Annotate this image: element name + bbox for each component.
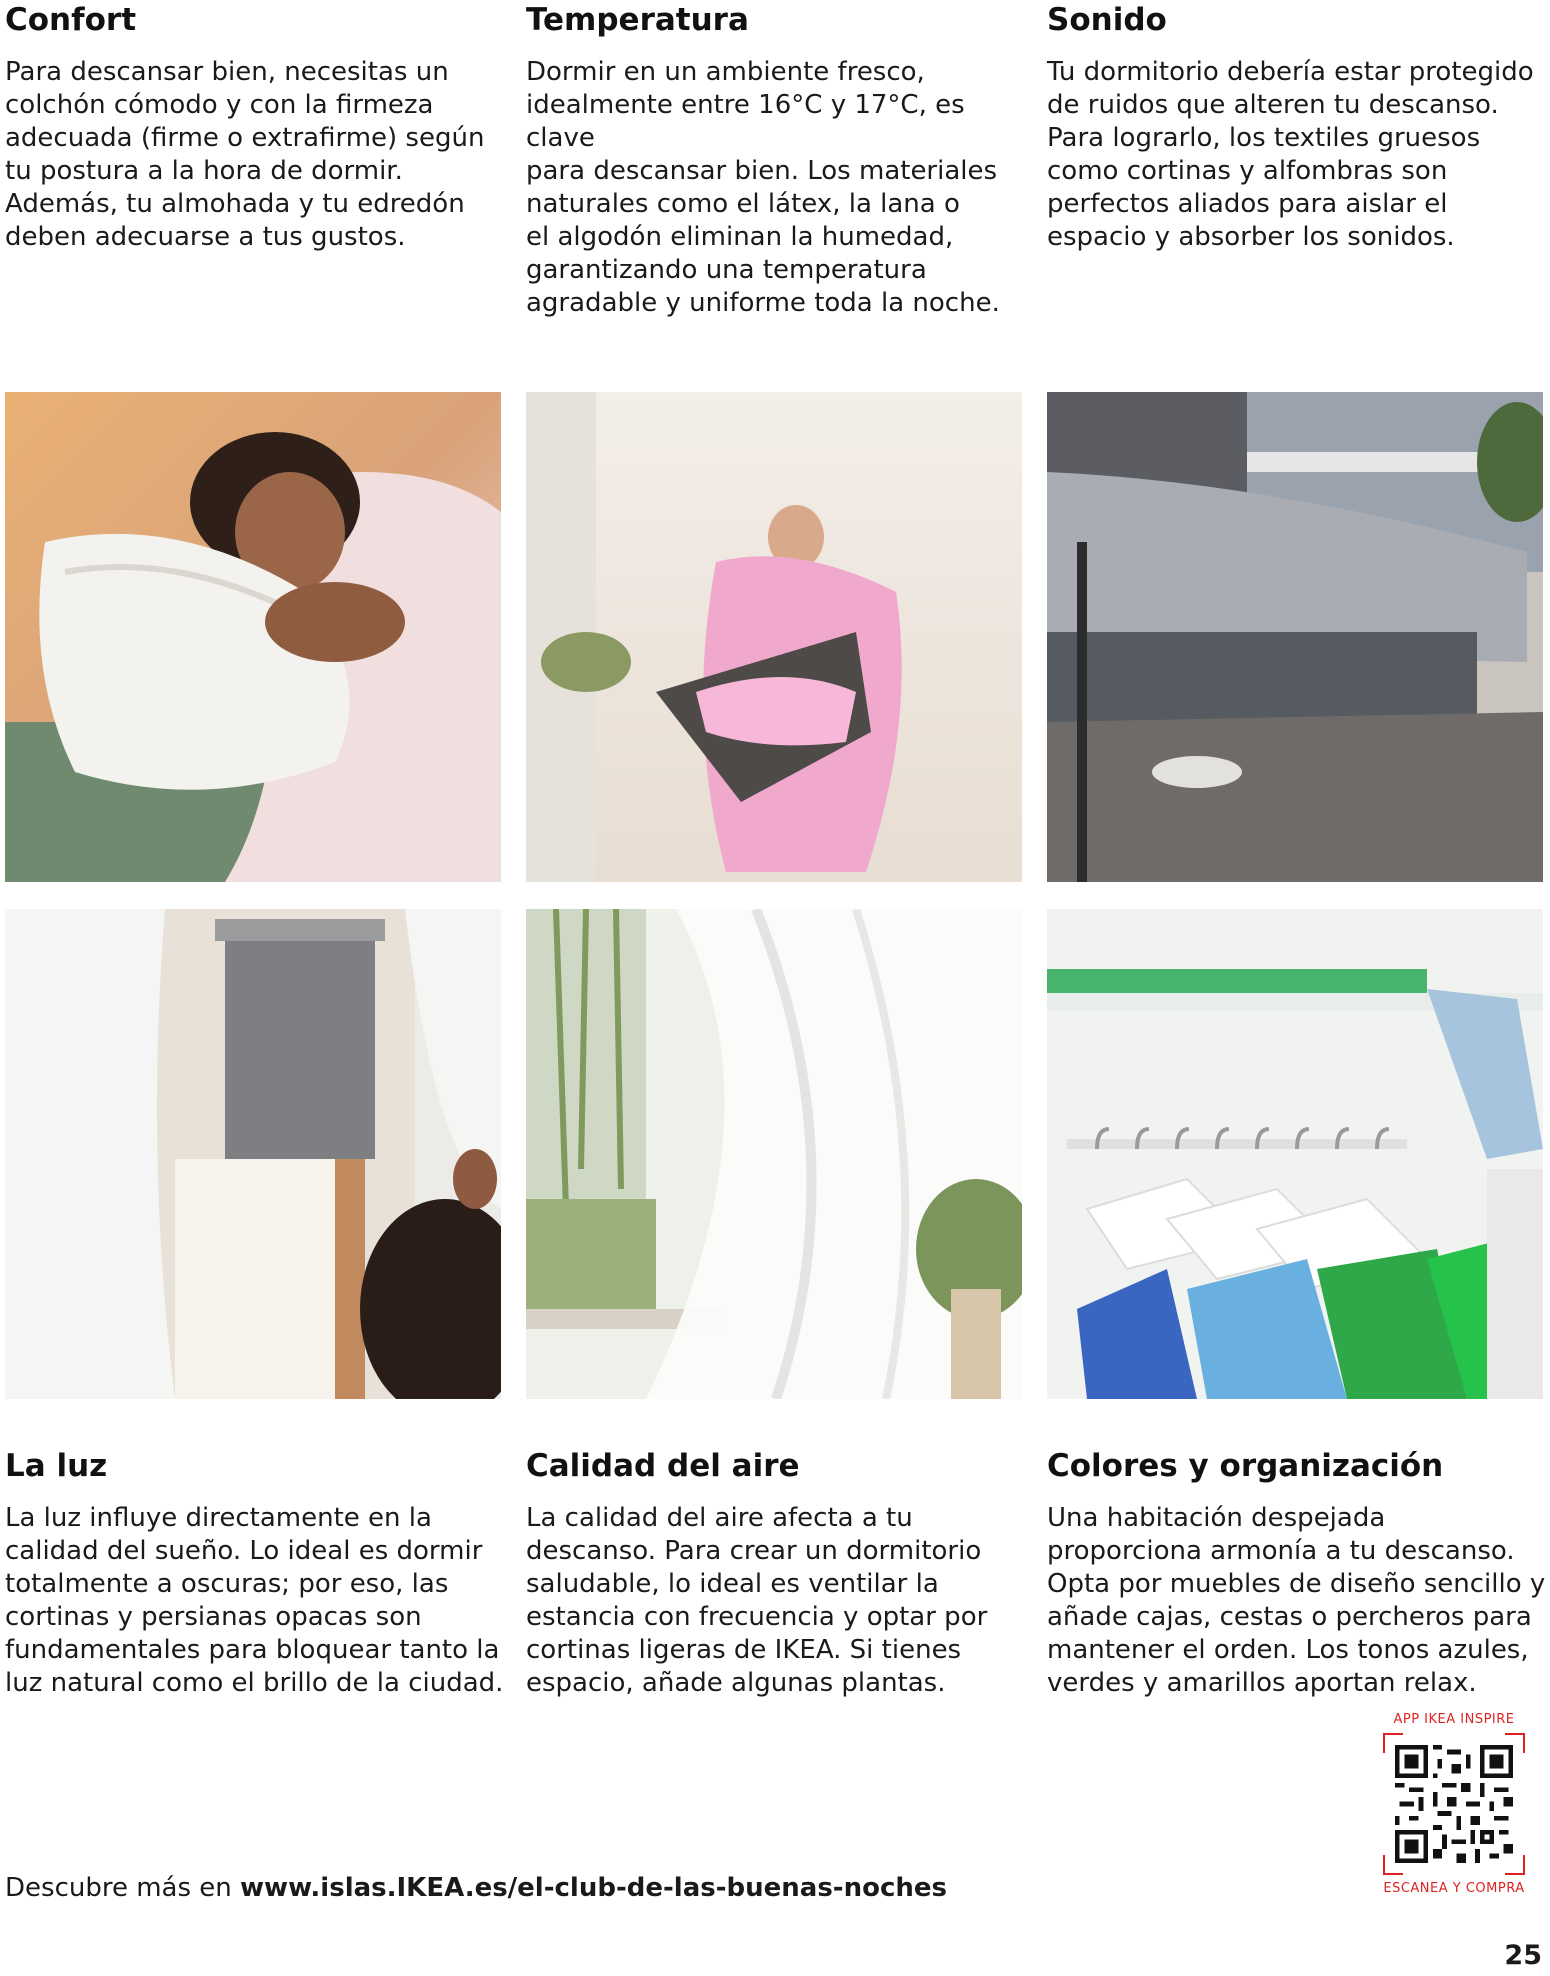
qr-top-label: APP IKEA INSPIRE	[1393, 1712, 1515, 1727]
photo-gray-bed-rug	[1047, 392, 1543, 882]
section-body: La calidad del aire afecta a tu descanso. Para crear un dormitorio saludable, lo ideal es ventilar la estancia con frecuencia y optar por cortinas ligeras de IKEA. Si tienes espacio, añade algunas plantas.	[526, 1503, 988, 1698]
qr-block	[1378, 1712, 1530, 1896]
photo-woman-pink-duvet	[526, 392, 1022, 882]
photo-window-blackout-blind	[5, 909, 501, 1399]
photo-sheer-curtains-plant	[526, 909, 1022, 1399]
section-temperatura	[526, 0, 1026, 320]
section-calidad-aire	[526, 1446, 1026, 1700]
qr-bottom-label: ESCANEA Y COMPRA	[1383, 1881, 1525, 1896]
section-sonido	[1047, 0, 1547, 254]
section-body: Una habitación despejada proporciona armonía a tu descanso. Opta por muebles de diseño sencillo y añade cajas, cestas o percheros para mantener el orden. Los tonos azules, verdes y amarillos aportan relax.	[1047, 1503, 1546, 1698]
footer	[5, 1870, 947, 1906]
section-title: Confort	[5, 2, 137, 38]
section-title: Colores y organización	[1047, 1448, 1444, 1484]
page-number: 25	[1504, 1940, 1542, 1971]
section-colores	[1047, 1446, 1547, 1700]
footer-prefix: Descubre más en	[5, 1873, 241, 1903]
photo-woman-pillow	[5, 392, 501, 882]
section-body: La luz influye directamente en la calidad del sueño. Lo ideal es dormir totalmente a oscuras; por eso, las cortinas y persianas opacas son fundamentales para bloquear tanto la luz natural como el brillo de la ciudad.	[5, 1503, 504, 1698]
section-title: Calidad del aire	[526, 1448, 800, 1484]
section-body: Dormir en un ambiente fresco, idealmente entre 16°C y 17°C, es clave para descansar bien. Los materiales naturales como el látex, la lana o el algodón eliminan la humedad, garantizando una temperatura agradable y uniforme toda la noche.	[526, 57, 1000, 318]
section-title: Sonido	[1047, 2, 1167, 38]
section-title: La luz	[5, 1448, 108, 1484]
section-body: Tu dormitorio debería estar protegido de ruidos que alteren tu descanso. Para lograrlo, los textiles gruesos como cortinas y alfombras son perfectos aliados para aislar el espacio y absorber los sonidos.	[1047, 57, 1534, 252]
section-luz	[5, 1446, 505, 1700]
section-body: Para descansar bien, necesitas un colchón cómodo y con la firmeza adecuada (firme o extrafirme) según tu postura a la hora de dormir. Además, tu almohada y tu edredón deben adecuarse a tus gustos.	[5, 57, 485, 252]
footer-link[interactable]: www.islas.IKEA.es/el-club-de-las-buenas-noches	[240, 1873, 947, 1903]
qr-code[interactable]	[1383, 1733, 1525, 1875]
qr-code-icon	[1395, 1745, 1513, 1863]
section-confort	[5, 0, 505, 254]
photo-clothes-rail-hangers	[1047, 909, 1543, 1399]
section-title: Temperatura	[526, 2, 749, 38]
